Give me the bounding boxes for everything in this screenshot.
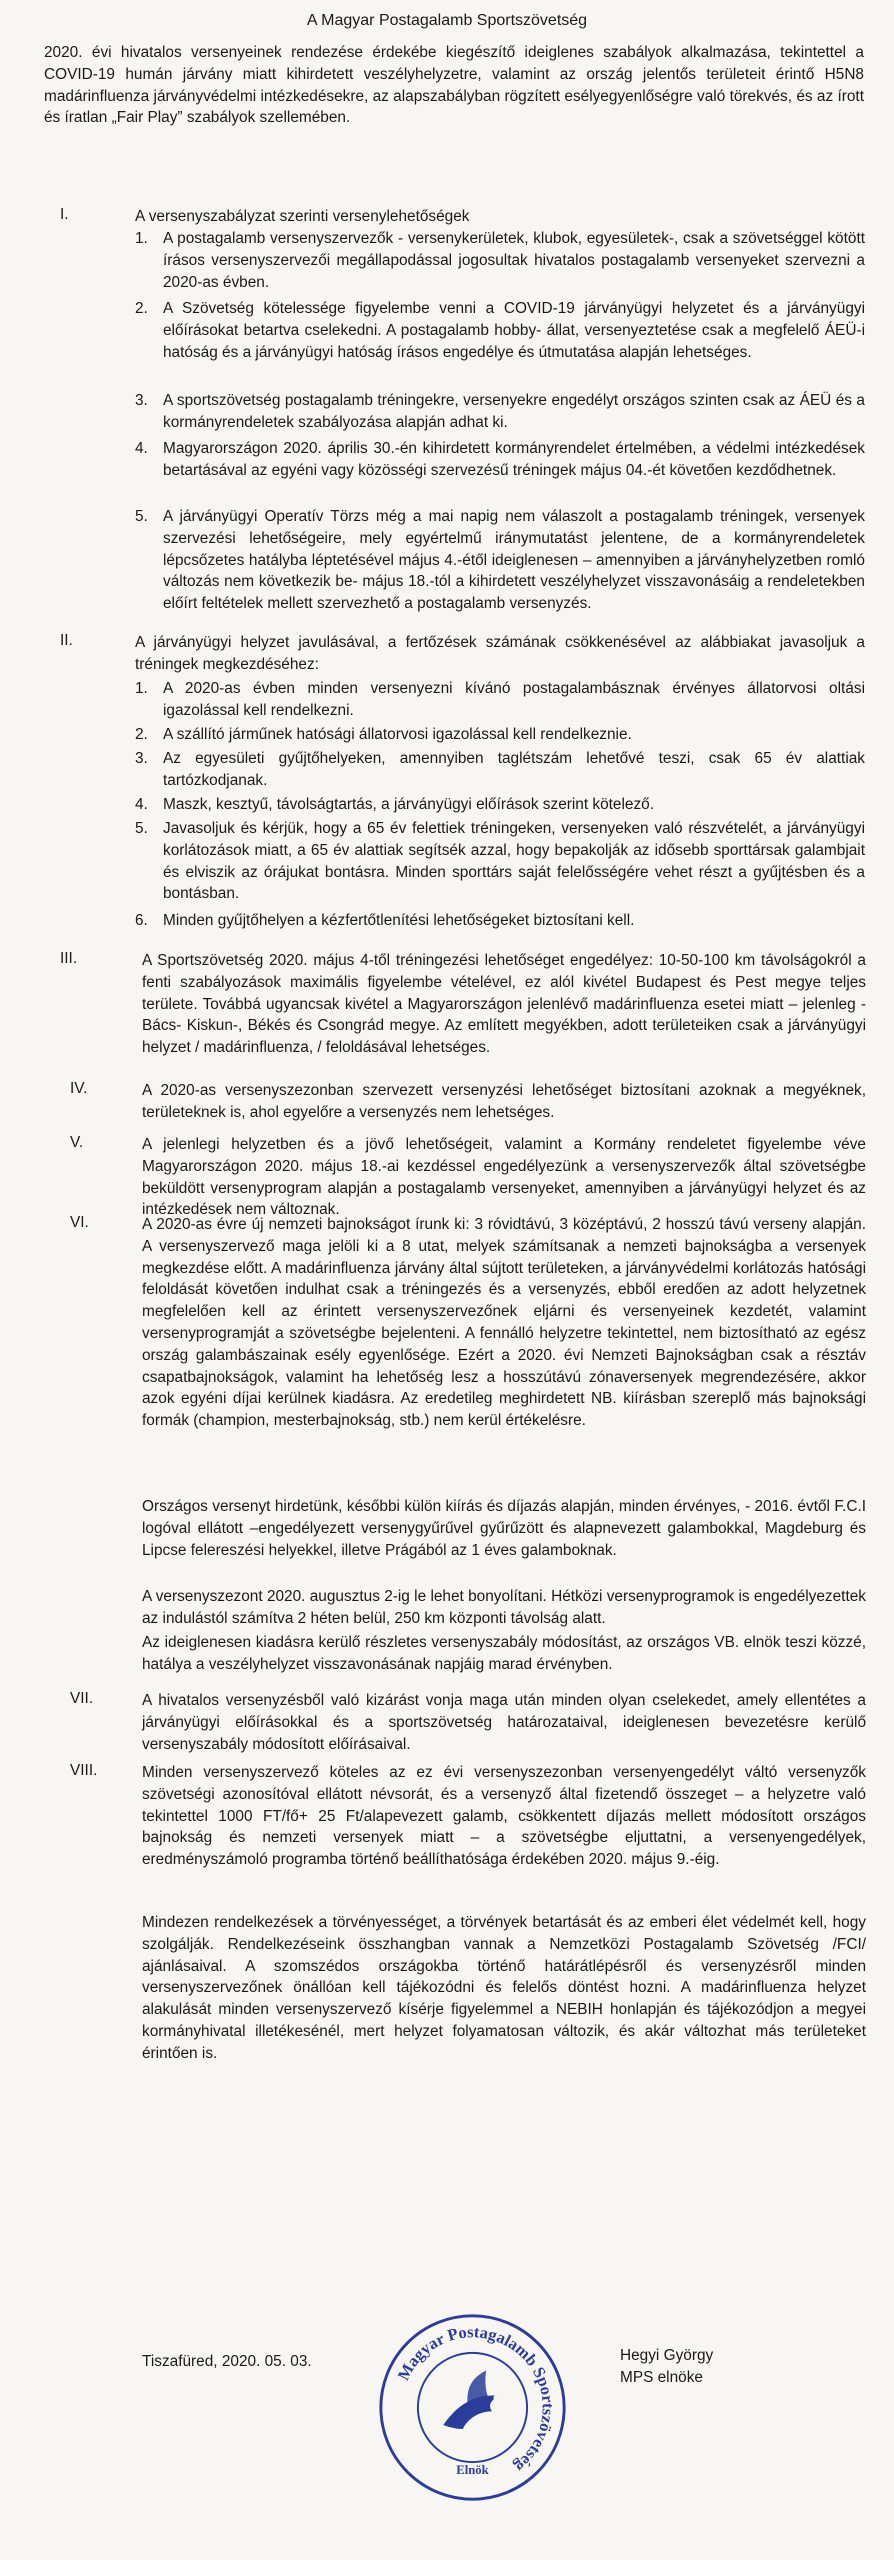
section-7-text: A hivatalos versenyzésből való kizárást vonja maga után minden olyan cselekedet, amely ellentétes a járványügyi előírásokkal és a sportszövetség határozataival, ideiglenesen bevezetésre kerülő versenyszabály módosított előírásaival. [142,1692,866,1753]
section-5-text: A jelenlegi helyzetben és a jövő lehetőségeit, valamint a Kormány rendeletet figyelembe véve Magyarországon 2020. május 18.-ai kezdéssel engedélyezünk a versenyszervezők által szövetségbe beküldött versenyprogram alapján a postagalamb versenyeket, amennyiben a járványügyi helyzet és az intézkedések nem változnak. [142,1136,866,1219]
item-text: A szállító járműnek hatósági állatorvosi igazolással kell rendelkeznie. [163,726,632,743]
item-number: 1. [135,230,148,247]
intro-paragraph: 2020. évi hivatalos versenyeinek rendezése érdekébe kiegészítő ideiglenes szabályok alkalmazása, tekintettel a COVID-19 humán járvány miatt kihirdetett veszélyhelyzetre, valamint az ország jelentős területeit érintő H5N8 madárinfluenza járványvédelmi intézkedésekre, az alapszabályban rögzített esélyegyenlőségre való törekvés, és az írott és íratlan „Fair Play” szabályok szellemében. [44,44,864,127]
item-text: Maszk, kesztyű, távolságtartás, a járványügyi előírások szerint kötelező. [163,796,655,813]
section-2-heading: A járványügyi helyzet javulásával, a fertőzések számának csökkenésével az alábbiakat javasoljuk a tréningek megkezdéséhez: [135,634,865,673]
seal-inner-text: Elnök [456,2462,489,2477]
item-number: 4. [135,796,148,813]
place-and-date: Tiszafüred, 2020. 05. 03. [142,2353,312,2370]
section-6-paragraph: A 2020-as évre új nemzeti bajnokságot írunk ki: 3 róvidtávú, 3 középtávú, 2 hosszú távú verseny alapján. A versenyszervező maga jelöli ki a 8 utat, melyek számítsanak a nemzeti bajnokságba a versenyek megkezdése előtt. A madárinfluenza járvány által sújtott területeken, a járványvédelmi korlátozás hatósági feloldását követően indulhat csak a tréningezés és a versenyzés, ebből eredően az adott helyzetnek megfelelően kell az érintett versenyszervezőnek eljárni és versenyeinek kezdetét, valamint versenyprogramját a szövetségbe bejelenteni. A fennálló helyzetre tekintettel, nem biztosítható az egész ország galambászainak esély egyenlősége. Ezért a 2020. évi Nemzeti Bajnokságban csak a résztáv csapatbajnokságok, valamint ha lehetőség lesz a hosszútávú zónaversenyek megrendezésére, akkor azok egyéni díjai kerülnek kiadásra. Az eredetileg meghirdetett NB. kiírásban szereplő más bajnoksági formák (champion, mesterbajnokság, stb.) nem kerül értékelésre. [142,1216,866,1430]
item-number: 3. [135,392,148,409]
item-text: Magyarországon 2020. április 30.-én kihirdetett kormányrendelet értelmében, a védelmi intézkedések betartásával az egyéni vagy közösségi szervezésű tréningek május 04.-ét követően kezdődhetnek. [163,440,865,479]
section-6-paragraph: Országos versenyt hirdetünk, későbbi külön kiírás és díjazás alapján, minden érvényes, - 2016. évtől F.C.I logóval ellátott –engedélyezett versenygyűrűvel gyűrűzött és alapnevezett galambokkal, Magdeburg és Lipcse felereszési helyekkel, illetve Prágából az 1 éves galamboknak. [142,1498,866,1559]
official-seal [375,2310,570,2505]
section-8-paragraph: Minden versenyszervező köteles az ez évi versenyszezonban versenyengedélyt váltó versenyzők szövetségi azonosítóval ellátott névsorát, és a versenyző által fizetendő összeget – a helyzetre való tekintettel 1000 FT/fő+ 25 Ft/alapevezett galamb, csökkentett díjazás mellett módosított országos bajnokság és nemzeti versenyek miatt – a szövetségbe eljuttatni, a versenyengedélyek, eredményszámoló programba történő beállíthatósága érdekében 2020. május 9.-éig. [142,1764,866,1869]
signature-block [620,2345,713,2389]
section-6-number: VI. [70,1214,89,1231]
section-3-text: A Sportszövetség 2020. május 4-től tréningezési lehetőséget engedélyez: 10-50-100 km távolságokról a fenti szabályozások maximális figyelembe vételével, ez alól kivétel Budapest és Pest megye teljes területe. Továbbá ugyancsak kivétel a Magyarországon jelenlévő madárinfluenza esetei miatt – jelenleg - Bács- Kiskun-, Békés és Csongrád megye. Az említett megyékben, adott területeiken csak a járványügyi helyzet / madárinfluenza, / feloldásával lehetséges. [142,952,866,1057]
section-5-number: V. [70,1134,84,1151]
item-number: 6. [135,912,148,929]
section-4-number: IV. [70,1080,88,1097]
item-text: A sportszövetség postagalamb tréningekre, versenyekre engedélyt országos szinten csak az ÁEÜ és a kormányrendeletek szabályozása alapján adhat ki. [163,392,865,431]
section-1-number: I. [60,206,69,223]
section-3-number: III. [60,950,78,967]
item-number: 4. [135,440,148,457]
section-4-text: A 2020-as versenyszezonban szervezett versenyzési lehetőséget biztosítani azoknak a megyéknek, területeknek is, ahol egyelőre a versenyzés nem lehetséges. [142,1082,866,1121]
item-text: A 2020-as évben minden versenyezni kívánó postagalambásznak érvényes állatorvosi oltási igazolással kell rendelkezni. [163,680,865,719]
item-text: Javasoljuk és kérjük, hogy a 65 év felettiek tréningeken, versenyeken való részvételét, a járványügyi korlátozások miatt, a 65 év alattiak segítsék azzal, hogy bepakolják az idősebb sporttársak galambjait és elviszik az órájukat bontásra. Minden sporttárs saját felelősségére vehet részt a gyűjtésben és a bontásban. [163,820,865,903]
pigeon-icon [443,2370,498,2429]
seal-outer-text: Magyar Postagalamb Sportszövetség [393,2322,558,2477]
item-number: 2. [135,726,148,743]
section-8-number: VIII. [70,1762,98,1779]
section-6-paragraph: Az ideiglenesen kiadásra kerülő részletes versenyszabály módosítást, az országos VB. elnök teszi közzé, hatálya a veszélyhelyzet visszavonásának napjáig marad érvényben. [142,1634,866,1673]
section-7-number: VII. [70,1690,94,1707]
item-text: Az egyesületi gyűjtőhelyeken, amennyiben taglétszám lehetővé teszi, csak 65 év alattiak tartózkodjanak. [163,750,865,789]
item-number: 2. [135,300,148,317]
item-text: A járványügyi Operatív Törzs még a mai napig nem válaszolt a postagalamb tréningek, versenyek szervezési lehetőségeire, mely egyértelmű iránymutatást jelentene, de a kormányrendeletek lépcsőzetes hatályba léptetésével május 4.-étől ideiglenesen – amennyiben a járványhelyzetben romló változás nem következik be- május 18.-tól a kihirdetett veszélyhelyzet visszavonásáig a rendeletekben előírt feltételek mellett szervezhető a postagalamb versenyzés. [163,508,865,613]
item-number: 5. [135,508,148,525]
item-text: A Szövetség kötelessége figyelembe venni a COVID-19 járványügyi helyzetet és a járványügyi előírásokat betartva cselekedni. A postagalamb hobby- állat, versenyeztetése csak a megfelelő ÁEÜ-i hatóság és a járványügyi hatóság írásos engedélye és útmutatása alapján lehetséges. [163,300,865,361]
section-2-number: II. [60,632,73,649]
item-number: 1. [135,680,148,697]
section-6-paragraph: A versenyszezont 2020. augusztus 2-ig le lehet bonyolítani. Hétközi versenyprogramok is engedélyezettek az indulástól számítva 2 héten belül, 250 km központi távolság alatt. [142,1588,866,1627]
signature-name: Hegyi György [620,2347,714,2364]
item-number: 3. [135,750,148,767]
item-text: A postagalamb versenyszervezők - versenykerületek, klubok, egyesületek-, csak a szövetséggel kötött írásos versenyszervezői megállapodással jogosultak hivatalos postagalamb versenyeket szervezni a 2020-as évben. [163,230,865,291]
document-title: A Magyar Postagalamb Sportszövetség [306,12,588,29]
section-1-heading: A versenyszabályzat szerinti versenylehetőségek [135,208,470,225]
item-text: Minden gyűjtőhelyen a kézfertőtlenítési lehetőségeket biztosítani kell. [163,912,635,929]
section-8-paragraph: Mindezen rendelkezések a törvényességet, a törvények betartását és az emberi élet védelmét kell, hogy szolgálják. Rendelkezéseink összhangban vannak a Nemzetközi Postagalamb Szövetség /FCI/ ajánlásaival. A szomszédos országokba történő határátlépésről és versenyzésről minden versenyszervezőnek önállóan kell tájékozódni és felelős döntést hozni. A madárinfluenza helyzet alakulását minden versenyszervező kísérje figyelemmel a NEBIH honlapján és tájékozódjon a megyei kormányhivatal illetékesénél, mert helyzet folyamatosan változik, és akár változhat más területeket érintően is. [142,1914,866,2062]
item-number: 5. [135,820,148,837]
signature-role: MPS elnöke [620,2369,703,2386]
